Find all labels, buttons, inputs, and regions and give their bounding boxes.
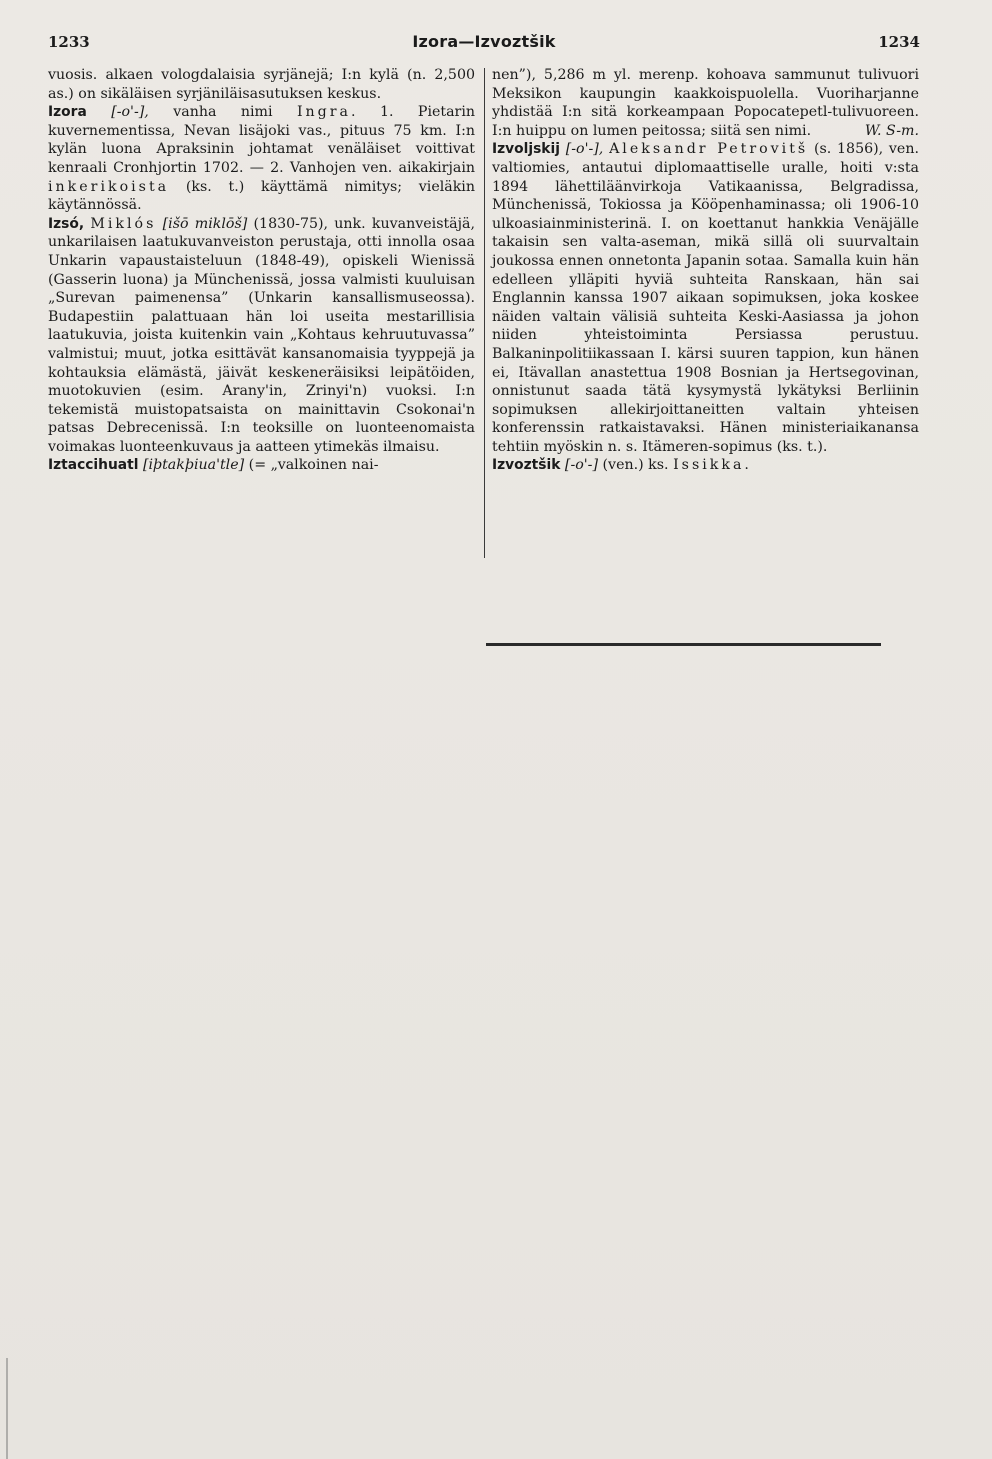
entry-term: Izsó,	[48, 215, 85, 232]
pronunciation: [-o'-]	[564, 457, 599, 474]
pronunciation: [-o'-],	[111, 104, 149, 121]
end-rule	[486, 643, 881, 646]
entry-text: (ks. t.) käyttämä nimitys; vieläkin käytännössä.	[48, 178, 475, 214]
column-divider	[484, 68, 485, 558]
running-title: Izora—Izvoztšik	[412, 32, 556, 51]
entry-term: Izvoljskij	[492, 141, 560, 158]
entry-text: (= „valkoinen nai-	[244, 457, 379, 474]
entry-text: (1830-75), unk. kuvanveistäjä, unkarilaisen laatukuvanveiston perustaja, otti innolla osaa Unkarin vapaustaisteluun (1848-49), opiskeli Wienissä (Gasserin luona) ja Münchenissä, jossa valmisti kuuluisan „Surevan paimenensa” (Unkarin kansallismuseossa). Budapestiin palattuaan hän loi useita mestarillisia laatukuvia, joista kuitenkin vain „Kohtaus kehruutuvassa” valmistui; muut, jotka esittävät kansanomaisia tyyppejä ja kohtauksia elämästä, jäivät keskeneräisiksi leipätöiden, muotokuvien (esim. Arany'in, Zrinyi'n) vuoksi. I:n tekemistä muistopatsaista on mainittavin Csokonai'n patsas Debrecenissä. I:n teoksille on luonteenomaista voimakas luonteenkuvaus ja aatteen ytimekäs ilmaisu.	[48, 215, 476, 455]
pronunciation: [išō miklōš]	[162, 215, 248, 232]
text-columns	[48, 66, 928, 586]
entry-text: (ven.) ks.	[598, 457, 674, 474]
entry-term: Izvoztšik	[492, 457, 561, 474]
scan-artifact	[6, 1358, 8, 1459]
entry-text: . 1. Pietarin kuvernementissa, Nevan lisäjoki vas., pituus 75 km. I:n kylän luona Apraksinin johtamat venäläiset voittivat kenraali Cronhjortin 1702. — 2. Vanhojen ven. aikakirjain	[48, 104, 475, 176]
spaced-term: inkerikoista	[48, 178, 170, 195]
pronunciation: [iþtakþiua'tle]	[142, 457, 245, 474]
spaced-term: Miklós	[90, 215, 157, 232]
spaced-term: Issikka	[673, 457, 745, 474]
left-column	[48, 66, 475, 475]
spaced-term: Aleksandr Petrovitš	[609, 141, 809, 158]
entry-text: (s. 1856), ven. valtiomies, antautui diplomaattiselle uralle, hoiti v:sta 1894 lähettiläänvirkoja Vatikaanissa, Belgradissa, Münchenissä, Tokiossa ja Kööpenhaminassa; oli 1906-10 ulkoasiainministerinä. I. on koettanut hankkia Venäjälle takaisin sen valta-aseman, mikä sillä oli suurvaltain joukossa ennen onnetonta Japanin sotaa. Samalla kuin hän edelleen ylläpiti hyviä suhteita Ranskaan, hän sai Englannin kanssa 1907 aikaan sopimuksen, joka koskee näiden valtain välisiä suhteita Keski-Aasiassa ja johon niiden yhteistoiminta Persiassa perustuu. Balkaninpolitiikassaan I. kärsi suuren tappion, kun hänen ei, Itävallan anastettua 1908 Bosnian ja Hertsegovinan, onnistunut saada tätä kysymystä lykätyksi Berliinin sopimuksen allekirjoittaneitten valtain yhteisen konferenssin ratkaistavaksi. Hänen ministeriaikanansa tehtiin myöskin n. s. Itämeren-sopimus (ks. t.).	[492, 141, 919, 455]
continuation-paragraph	[492, 66, 919, 140]
continuation-paragraph	[48, 66, 475, 103]
page-header	[48, 30, 920, 58]
entry-text: .	[744, 457, 749, 474]
entry-term: Izora	[48, 104, 87, 121]
entry-term: Iztaccihuatl	[48, 457, 139, 474]
right-page-number: 1234	[878, 33, 920, 51]
entry-izvoljskij	[492, 140, 919, 456]
right-column	[492, 66, 919, 475]
left-page-number: 1233	[48, 33, 90, 51]
entry-izvoztsik	[492, 456, 919, 475]
entry-izora	[48, 103, 475, 215]
spaced-term: Ingra	[296, 104, 352, 121]
author-signature: W. S-m.	[864, 122, 919, 139]
entry-izso	[48, 215, 475, 457]
entry-text: vanha nimi	[148, 104, 297, 121]
paragraph-text: vuosis. alkaen vologdalaisia syrjänejä; I:n kylä (n. 2,500 as.) on sikäläisen syrjäniläisasutuksen keskus.	[48, 67, 475, 102]
paragraph-text: nen”), 5,286 m yl. merenp. kohoava sammunut tulivuori Meksikon kaupungin kaakkoispuolella. Vuoriharjanne yhdistää I:n sitä korkeampaan Popocatepetl-tulivuoreen. I:n huippu on lumen peitossa; siitä sen nimi.	[492, 67, 919, 139]
pronunciation: [-o'-],	[565, 141, 604, 158]
entry-iztaccihuatl	[48, 456, 475, 475]
